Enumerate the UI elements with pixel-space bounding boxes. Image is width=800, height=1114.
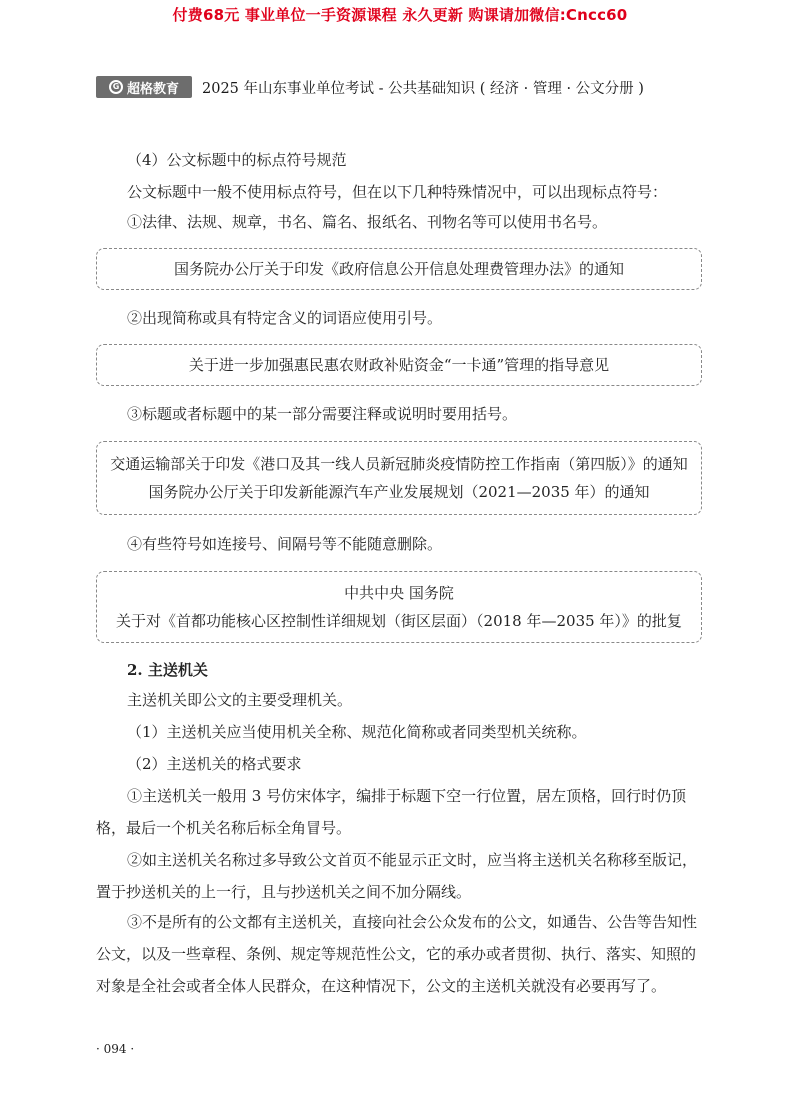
header-title: 2025 年山东事业单位考试 - 公共基础知识 ( 经济 · 管理 · 公文分册 ) <box>202 80 644 97</box>
section-heading-punctuation: （4）公文标题中的标点符号规范 <box>127 151 347 169</box>
example-line: 关于进一步加强惠民惠农财政补贴资金“一卡通”管理的指导意见 <box>188 356 610 374</box>
page-number: · 094 · <box>96 1042 135 1056</box>
paragraph: ①法律、法规、规章，书名、篇名、报纸名、刊物名等可以使用书名号。 <box>127 213 608 231</box>
example-line: 交通运输部关于印发《港口及其一线人员新冠肺炎疫情防控工作指南（第四版）》的通知 <box>110 455 688 473</box>
paragraph: ③标题或者标题中的某一部分需要注释或说明时要用括号。 <box>127 405 518 423</box>
example-line: 国务院办公厅关于印发《政府信息公开信息处理费管理办法》的通知 <box>173 260 624 278</box>
example-line: 关于对《首都功能核心区控制性详细规划（街区层面）（2018 年—2035 年）》的批复 <box>116 612 682 630</box>
paragraph: （2）主送机关的格式要求 <box>127 755 302 773</box>
section-heading-recipient: 2. 主送机关 <box>127 661 208 679</box>
paragraph: ④有些符号如连接号、间隔号等不能随意删除。 <box>127 535 443 553</box>
paragraph: ③不是所有的公文都有主送机关，直接向社会公众发布的公文，如通告、公告等告知性公文，以及一些章程、条例、规定等规范性公文，它的承办或者贯彻、执行、落实、知照的对象是全社会或者全体人民群众，在这种情况下，公文的主送机关就没有必要再写了。 <box>96 913 698 995</box>
paragraph: ①主送机关一般用 3 号仿宋体字，编排于标题下空一行位置，居左顶格，回行时仍顶格，最后一个机关名称后标全角冒号。 <box>96 787 687 837</box>
publisher-logo <box>96 76 192 98</box>
paragraph: 主送机关即公文的主要受理机关。 <box>127 691 353 709</box>
paragraph: （1）主送机关应当使用机关全称、规范化简称或者同类型机关统称。 <box>127 723 587 741</box>
example-box-2 <box>96 344 702 386</box>
watermark-banner: 付费68元 事业单位一手资源课程 永久更新 购课请加微信:Cncc60 <box>172 6 628 24</box>
paragraph: ②如主送机关名称过多导致公文首页不能显示正文时，应当将主送机关名称移至版记，置于抄送机关的上一行，且与抄送机关之间不加分隔线。 <box>96 851 698 901</box>
example-line: 中共中央 国务院 <box>344 584 454 602</box>
logo-text: 超格教育 <box>126 81 179 97</box>
example-box-3 <box>96 441 702 515</box>
logo-icon: G <box>109 80 123 94</box>
example-box-1 <box>96 248 702 290</box>
paragraph: 公文标题中一般不使用标点符号，但在以下几种特殊情况中，可以出现标点符号： <box>127 183 668 201</box>
page-header <box>96 75 644 99</box>
example-box-4 <box>96 571 702 643</box>
paragraph: ②出现简称或具有特定含义的词语应使用引号。 <box>127 309 443 327</box>
example-line: 国务院办公厅关于印发新能源汽车产业发展规划（2021—2035 年）的通知 <box>148 483 650 501</box>
